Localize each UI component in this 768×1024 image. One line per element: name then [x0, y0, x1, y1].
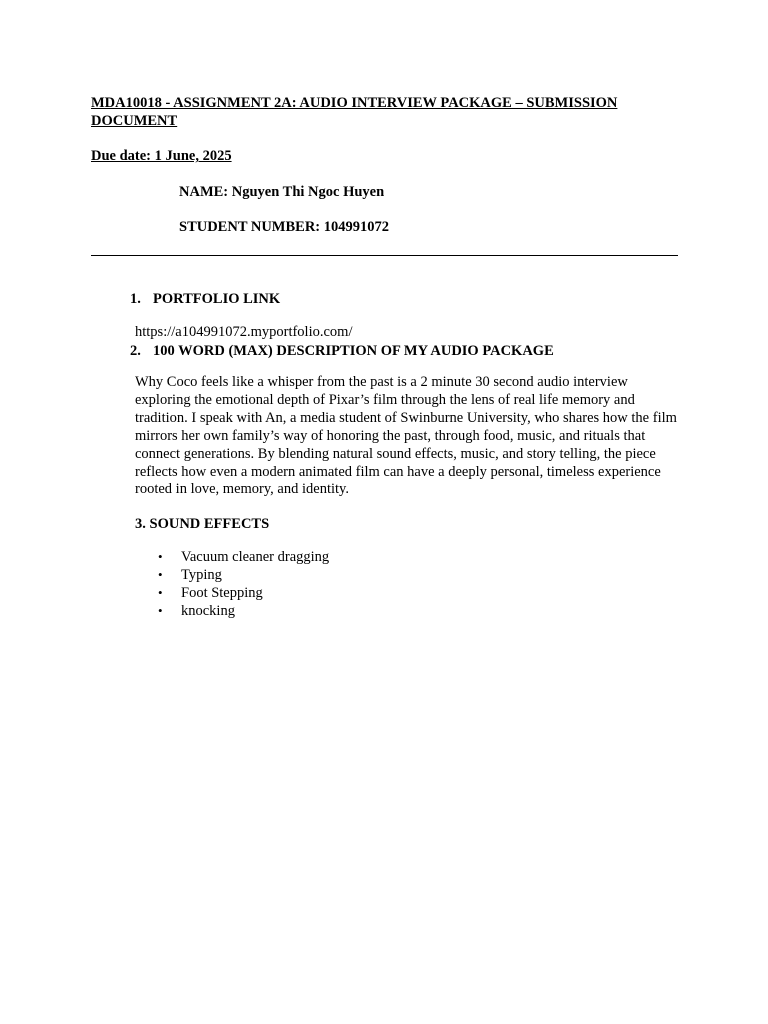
- list-item-label: knocking: [181, 603, 235, 619]
- student-number: STUDENT NUMBER: 104991072: [179, 219, 390, 235]
- list-item: [135, 584, 329, 602]
- list-item-label: Typing: [181, 567, 222, 583]
- section-1-number: 1.: [130, 291, 141, 307]
- section-3-heading: 3. SOUND EFFECTS: [135, 516, 270, 532]
- bullet-icon: •: [158, 549, 163, 564]
- section-2-number: 2.: [130, 343, 141, 359]
- bullet-icon: •: [158, 585, 163, 600]
- list-item-label: Vacuum cleaner dragging: [181, 549, 330, 565]
- list-item: [135, 548, 329, 566]
- student-name: NAME: Nguyen Thi Ngoc Huyen: [179, 184, 385, 200]
- section-2-heading: 100 WORD (MAX) DESCRIPTION OF MY AUDIO PACKAGE: [153, 343, 554, 359]
- document-title: MDA10018 - ASSIGNMENT 2A: AUDIO INTERVIEW PACKAGE – SUBMISSION DOCUMENT: [91, 95, 618, 129]
- list-item-label: Foot Stepping: [181, 585, 263, 601]
- horizontal-divider: [91, 255, 678, 256]
- section-1-heading: PORTFOLIO LINK: [153, 291, 281, 307]
- portfolio-link[interactable]: https://a104991072.myportfolio.com/: [135, 324, 353, 340]
- list-item: [135, 602, 329, 620]
- sound-effects-list: [135, 548, 329, 620]
- bullet-icon: •: [158, 567, 163, 582]
- audio-package-description: Why Coco feels like a whisper from the past is a 2 minute 30 second audio interview exploring the emotional depth of Pixar’s film through the lens of real life memory and tradition. I speak with An, a media student of Swinburne University, who shares how the film mirrors her own family’s way of honoring the past, through food, music, and rituals that connect generations. By blending natural sound effects, music, and story telling, the piece reflects how even a modern animated film can have a deeply personal, timeless experience rooted in love, memory, and identity.: [135, 374, 677, 498]
- due-date: Due date: 1 June, 2025: [91, 148, 232, 164]
- bullet-icon: •: [158, 603, 163, 618]
- list-item: [135, 566, 329, 584]
